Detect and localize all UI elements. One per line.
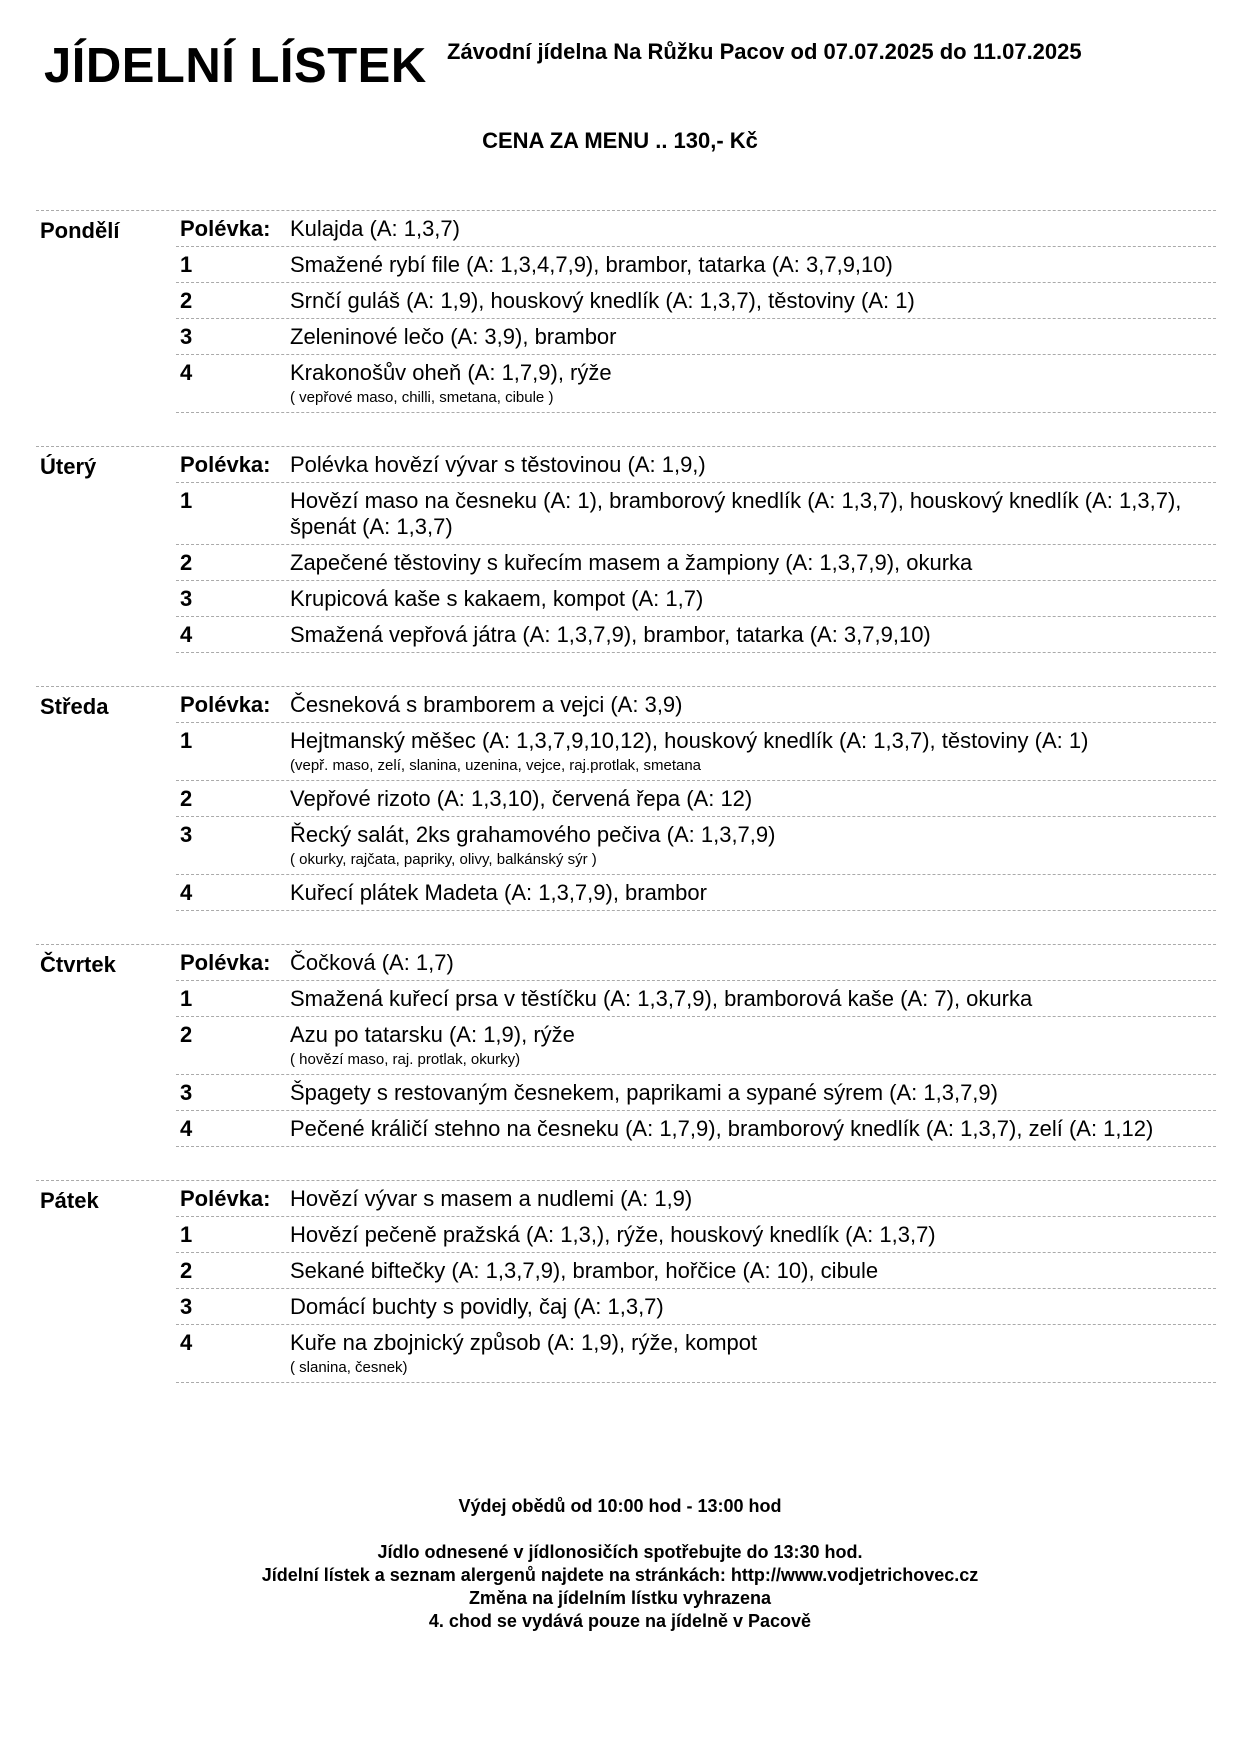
meal-row — [176, 781, 1216, 817]
meal-row — [176, 617, 1216, 653]
dish-name: Hovězí maso na česneku (A: 1), bramborový knedlík (A: 1,3,7), houskový knedlík (A: 1,3,7), špenát (A: 1,3,7) — [290, 488, 1182, 539]
meal-number: 4 — [180, 1116, 193, 1141]
dish-name: Česneková s bramborem a vejci (A: 3,9) — [290, 692, 683, 717]
day-section — [36, 686, 1216, 911]
meal-number: 4 — [180, 360, 193, 385]
footer-line-1: Jídlo odnesené v jídlonosičích spotřebujte do 13:30 hod. — [377, 1542, 863, 1562]
footer — [0, 1495, 1240, 1633]
meal-number: 1 — [180, 728, 193, 753]
footer-line-4: 4. chod se vydává pouze na jídelně v Pacově — [428, 1611, 812, 1631]
dish-ingredients-note: ( vepřové maso, chilli, smetana, cibule ) — [290, 389, 554, 406]
soup-label: Polévka: — [180, 950, 271, 975]
meal-number: 3 — [180, 586, 193, 611]
meal-number: 3 — [180, 822, 193, 847]
soup-label: Polévka: — [180, 1186, 271, 1211]
meal-number: 3 — [180, 1294, 193, 1319]
soup-label: Polévka: — [180, 216, 271, 241]
meal-number: 2 — [180, 1022, 193, 1047]
soup-label: Polévka: — [180, 692, 271, 717]
header — [44, 34, 1204, 94]
day-name: Čtvrtek — [40, 952, 116, 977]
meal-row — [176, 319, 1216, 355]
meal-row — [176, 1217, 1216, 1253]
soup-row — [176, 1181, 1216, 1217]
meal-row — [176, 1111, 1216, 1147]
dish-name: Smažené rybí file (A: 1,3,4,7,9), brambor, tatarka (A: 3,7,9,10) — [290, 252, 893, 277]
meal-number: 4 — [180, 880, 193, 905]
dish-name: Azu po tatarsku (A: 1,9), rýže — [290, 1022, 575, 1047]
soup-row — [176, 945, 1216, 981]
meal-number: 1 — [180, 986, 193, 1011]
day-name: Pondělí — [40, 218, 120, 243]
meal-row — [176, 1075, 1216, 1111]
dish-name: Smažená kuřecí prsa v těstíčku (A: 1,3,7,9), bramborová kaše (A: 7), okurka — [290, 986, 1033, 1011]
soup-row — [176, 211, 1216, 247]
dish-name: Kulajda (A: 1,3,7) — [290, 216, 460, 241]
soup-label: Polévka: — [180, 452, 271, 477]
day-section — [36, 210, 1216, 413]
day-section — [36, 1180, 1216, 1383]
dish-ingredients-note: ( slanina, česnek) — [290, 1359, 408, 1376]
dish-name: Hovězí vývar s masem a nudlemi (A: 1,9) — [290, 1186, 693, 1211]
meal-row — [176, 247, 1216, 283]
dish-name: Pečené králičí stehno na česneku (A: 1,7,9), bramborový knedlík (A: 1,3,7), zelí (A: 1,12) — [290, 1116, 1154, 1141]
dish-name: Srnčí guláš (A: 1,9), houskový knedlík (A: 1,3,7), těstoviny (A: 1) — [290, 288, 915, 313]
dish-name: Řecký salát, 2ks grahamového pečiva (A: 1,3,7,9) — [290, 822, 776, 847]
dish-name: Sekané biftečky (A: 1,3,7,9), brambor, hořčice (A: 10), cibule — [290, 1258, 879, 1283]
serving-hours: Výdej obědů od 10:00 hod - 13:00 hod — [458, 1496, 782, 1516]
footer-line-2: Jídelní lístek a seznam alergenů najdete na stránkách: http://www.vodjetrichovec.cz — [261, 1565, 979, 1585]
dish-ingredients-note: (vepř. maso, zelí, slanina, uzenina, vejce, raj.protlak, smetana — [290, 757, 702, 774]
dish-name: Čočková (A: 1,7) — [290, 950, 454, 975]
dish-name: Špagety s restovaným česnekem, paprikami a sypané sýrem (A: 1,3,7,9) — [290, 1080, 998, 1105]
meal-number: 4 — [180, 622, 193, 647]
meal-row — [176, 981, 1216, 1017]
meal-number: 2 — [180, 550, 193, 575]
meal-row — [176, 545, 1216, 581]
meal-row — [176, 1017, 1216, 1075]
footer-line-3: Změna na jídelním lístku vyhrazena — [468, 1588, 772, 1608]
meal-row — [176, 483, 1216, 545]
day-name: Středa — [40, 694, 109, 719]
meal-number: 1 — [180, 252, 193, 277]
dish-name: Polévka hovězí vývar s těstovinou (A: 1,9,) — [290, 452, 706, 477]
dish-name: Zapečené těstoviny s kuřecím masem a žampiony (A: 1,3,7,9), okurka — [290, 550, 973, 575]
dish-name: Hejtmanský měšec (A: 1,3,7,9,10,12), houskový knedlík (A: 1,3,7), těstoviny (A: 1) — [290, 728, 1089, 753]
meal-number: 2 — [180, 786, 193, 811]
meal-row — [176, 817, 1216, 875]
day-name: Pátek — [40, 1188, 99, 1213]
meal-number: 4 — [180, 1330, 193, 1355]
canteen-subtitle: Závodní jídelna Na Růžku Pacov od 07.07.2025 do 11.07.2025 — [447, 39, 1082, 64]
dish-name: Vepřové rizoto (A: 1,3,10), červená řepa (A: 12) — [290, 786, 753, 811]
meal-number: 2 — [180, 1258, 193, 1283]
page-title: JÍDELNÍ LÍSTEK — [44, 39, 427, 93]
dish-name: Krupicová kaše s kakaem, kompot (A: 1,7) — [290, 586, 704, 611]
meal-row — [176, 355, 1216, 413]
dish-name: Domácí buchty s povidly, čaj (A: 1,3,7) — [290, 1294, 664, 1319]
meal-row — [176, 581, 1216, 617]
meal-row — [176, 723, 1216, 781]
soup-row — [176, 447, 1216, 483]
meal-row — [176, 1253, 1216, 1289]
meal-number: 3 — [180, 324, 193, 349]
weekly-menu — [36, 210, 1216, 1416]
dish-name: Smažená vepřová játra (A: 1,3,7,9), brambor, tatarka (A: 3,7,9,10) — [290, 622, 931, 647]
dish-name: Hovězí pečeně pražská (A: 1,3,), rýže, houskový knedlík (A: 1,3,7) — [290, 1222, 936, 1247]
meal-row — [176, 1289, 1216, 1325]
day-section — [36, 944, 1216, 1147]
day-section — [36, 446, 1216, 653]
dish-ingredients-note: ( hovězí maso, raj. protlak, okurky) — [290, 1051, 521, 1068]
dish-name: Kuřecí plátek Madeta (A: 1,3,7,9), brambor — [290, 880, 707, 905]
menu-price: CENA ZA MENU .. 130,- Kč — [482, 128, 758, 153]
meal-number: 2 — [180, 288, 193, 313]
meal-number: 1 — [180, 1222, 193, 1247]
meal-number: 3 — [180, 1080, 193, 1105]
dish-name: Kuře na zbojnický způsob (A: 1,9), rýže, kompot — [290, 1330, 758, 1355]
meal-row — [176, 283, 1216, 319]
soup-row — [176, 687, 1216, 723]
dish-ingredients-note: ( okurky, rajčata, papriky, olivy, balkánský sýr ) — [290, 851, 597, 868]
day-name: Úterý — [40, 454, 97, 479]
dish-name: Zeleninové lečo (A: 3,9), brambor — [290, 324, 617, 349]
dish-name: Krakonošův oheň (A: 1,7,9), rýže — [290, 360, 612, 385]
meal-row — [176, 875, 1216, 911]
meal-number: 1 — [180, 488, 193, 513]
meal-row — [176, 1325, 1216, 1383]
